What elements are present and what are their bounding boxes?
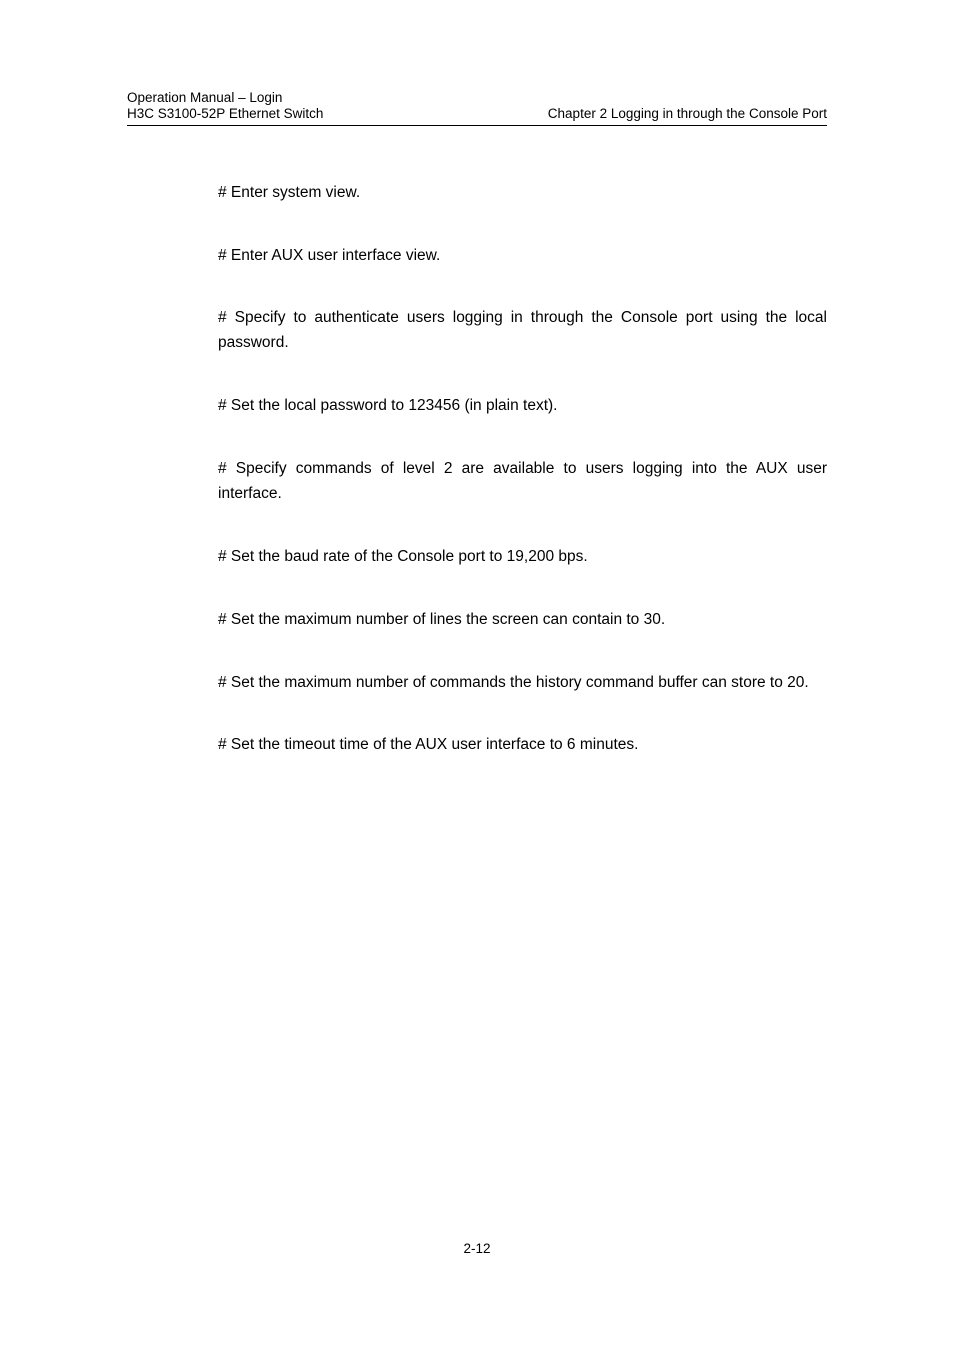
step-screen-lines: # Set the maximum number of lines the screen can contain to 30.	[218, 611, 666, 628]
chapter-title: Chapter 2 Logging in through the Console Port	[547, 106, 827, 121]
manual-title: Operation Manual – Login	[127, 90, 283, 105]
page-number: 2-12	[463, 1241, 491, 1256]
product-name: H3C S3100-52P Ethernet Switch	[127, 106, 324, 121]
step-timeout: # Set the timeout time of the AUX user interface to 6 minutes.	[218, 736, 639, 753]
step-command-level: # Specify commands of level 2 are available to users logging into the AUX user interface.	[218, 460, 827, 502]
step-authentication: # Specify to authenticate users logging in through the Console port using the local password.	[218, 309, 827, 351]
step-enter-system-view: # Enter system view.	[218, 184, 361, 201]
step-baud-rate: # Set the baud rate of the Console port to 19,200 bps.	[218, 548, 588, 565]
step-set-password: # Set the local password to 123456 (in plain text).	[218, 397, 558, 414]
step-enter-aux-view: # Enter AUX user interface view.	[218, 247, 441, 264]
page-header	[127, 90, 827, 126]
header-left	[127, 90, 323, 122]
step-history-buffer: # Set the maximum number of commands the history command buffer can store to 20.	[218, 674, 809, 691]
